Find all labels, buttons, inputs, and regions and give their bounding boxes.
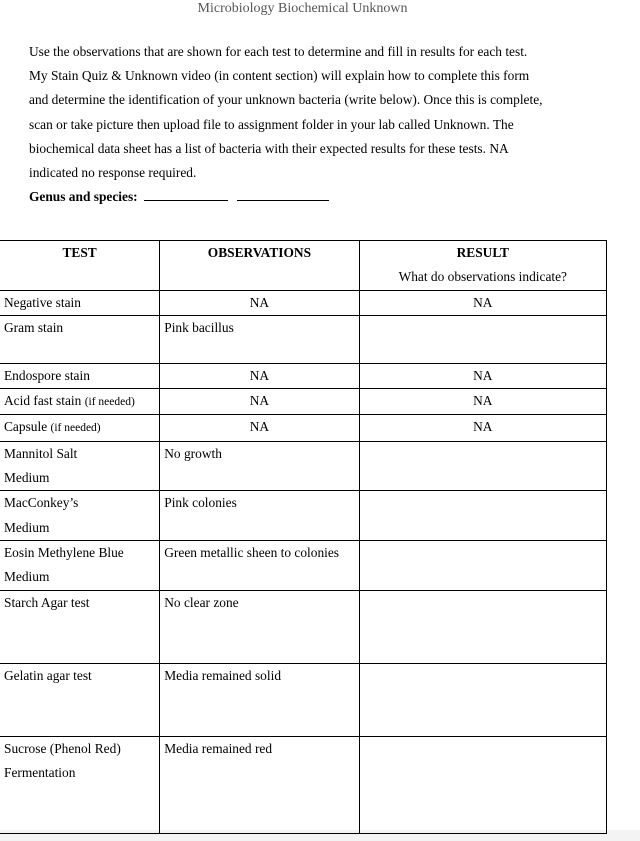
test-cell xyxy=(0,491,160,541)
result-cell[interactable] xyxy=(359,441,606,491)
document-title: Microbiology Biochemical Unknown xyxy=(197,1,408,16)
test-cell xyxy=(0,363,160,388)
result-cell[interactable] xyxy=(359,491,606,541)
test-note: (if needed) xyxy=(50,422,101,435)
observation-cell: NA xyxy=(160,290,359,315)
instructions-block xyxy=(29,40,589,209)
test-name: Acid fast stain xyxy=(4,393,85,409)
test-name-line2: Medium xyxy=(4,470,50,486)
table-row xyxy=(0,290,607,315)
instruction-line: indicated no response required. xyxy=(29,165,197,181)
test-cell xyxy=(0,441,160,491)
table-row xyxy=(0,363,607,388)
table-row xyxy=(0,663,607,736)
observation-cell: Media remained solid xyxy=(160,663,359,736)
observation-cell: NA xyxy=(160,389,359,415)
observation-cell: NA xyxy=(160,415,359,441)
header-result xyxy=(359,241,606,291)
observation-cell: Green metallic sheen to colonies xyxy=(160,540,359,590)
observation-cell: No clear zone xyxy=(160,590,359,663)
table-row xyxy=(0,441,607,491)
observation-cell: No growth xyxy=(160,441,359,491)
instruction-line: and determine the identification of your unknown bacteria (write below). Once this is complete, xyxy=(29,92,543,108)
table-row xyxy=(0,389,607,415)
genus-species-label: Genus and species: xyxy=(29,189,138,205)
result-cell: NA xyxy=(359,363,606,388)
table-row xyxy=(0,491,607,541)
instruction-line: My Stain Quiz & Unknown video (in content section) will explain how to complete this form xyxy=(29,68,530,84)
table-row xyxy=(0,540,607,590)
table-row xyxy=(0,736,607,833)
biochemical-test-table xyxy=(0,240,607,834)
test-cell xyxy=(0,415,160,441)
test-name-line2: Fermentation xyxy=(4,764,76,780)
test-name: Sucrose (Phenol Red) xyxy=(4,740,121,756)
test-name: MacConkey’s xyxy=(4,495,79,511)
result-cell[interactable] xyxy=(359,736,606,833)
instruction-line: Use the observations that are shown for each test to determine and fill in results for each test. xyxy=(29,44,528,59)
header-test: TEST xyxy=(0,241,160,291)
result-cell[interactable] xyxy=(359,590,606,663)
table-row xyxy=(0,590,607,663)
test-name: Gelatin agar test xyxy=(4,667,92,683)
test-name-line2: Medium xyxy=(4,569,50,585)
test-cell xyxy=(0,389,160,415)
test-cell xyxy=(0,736,160,833)
observation-cell: Pink bacillus xyxy=(160,315,359,363)
instruction-line: biochemical data sheet has a list of bacteria with their expected results for these tests. NA xyxy=(29,140,509,156)
header-result-subtitle: What do observations indicate? xyxy=(398,269,568,285)
test-name: Negative stain xyxy=(4,294,81,310)
test-name-line2: Medium xyxy=(4,519,50,535)
instruction-line: scan or take picture then upload file to assignment folder in your lab called Unknown. The xyxy=(29,116,514,132)
test-cell xyxy=(0,315,160,363)
observation-cell: Media remained red xyxy=(160,736,359,833)
table-row xyxy=(0,315,607,363)
test-cell xyxy=(0,663,160,736)
table-header-row xyxy=(0,241,607,291)
test-cell xyxy=(0,540,160,590)
test-name: Starch Agar test xyxy=(4,594,90,610)
genus-species-line xyxy=(29,185,589,209)
genus-blank[interactable] xyxy=(144,188,228,201)
test-name: Mannitol Salt xyxy=(4,445,78,461)
observation-cell: NA xyxy=(160,363,359,388)
result-cell[interactable] xyxy=(359,540,606,590)
test-name: Capsule xyxy=(4,419,51,435)
result-cell: NA xyxy=(359,415,606,441)
result-cell[interactable] xyxy=(359,315,606,363)
header-observations: OBSERVATIONS xyxy=(160,241,359,291)
test-cell xyxy=(0,590,160,663)
header-result-label: RESULT xyxy=(456,245,509,260)
result-cell[interactable] xyxy=(359,663,606,736)
result-cell: NA xyxy=(359,389,606,415)
species-blank[interactable] xyxy=(237,188,329,201)
test-note: (if needed) xyxy=(84,396,135,409)
table-row xyxy=(0,415,607,441)
observation-cell: Pink colonies xyxy=(160,491,359,541)
test-name: Endospore stain xyxy=(4,367,90,383)
test-cell xyxy=(0,290,160,315)
test-name: Gram stain xyxy=(4,319,64,335)
test-name: Eosin Methylene Blue xyxy=(4,544,124,560)
result-cell: NA xyxy=(359,290,606,315)
